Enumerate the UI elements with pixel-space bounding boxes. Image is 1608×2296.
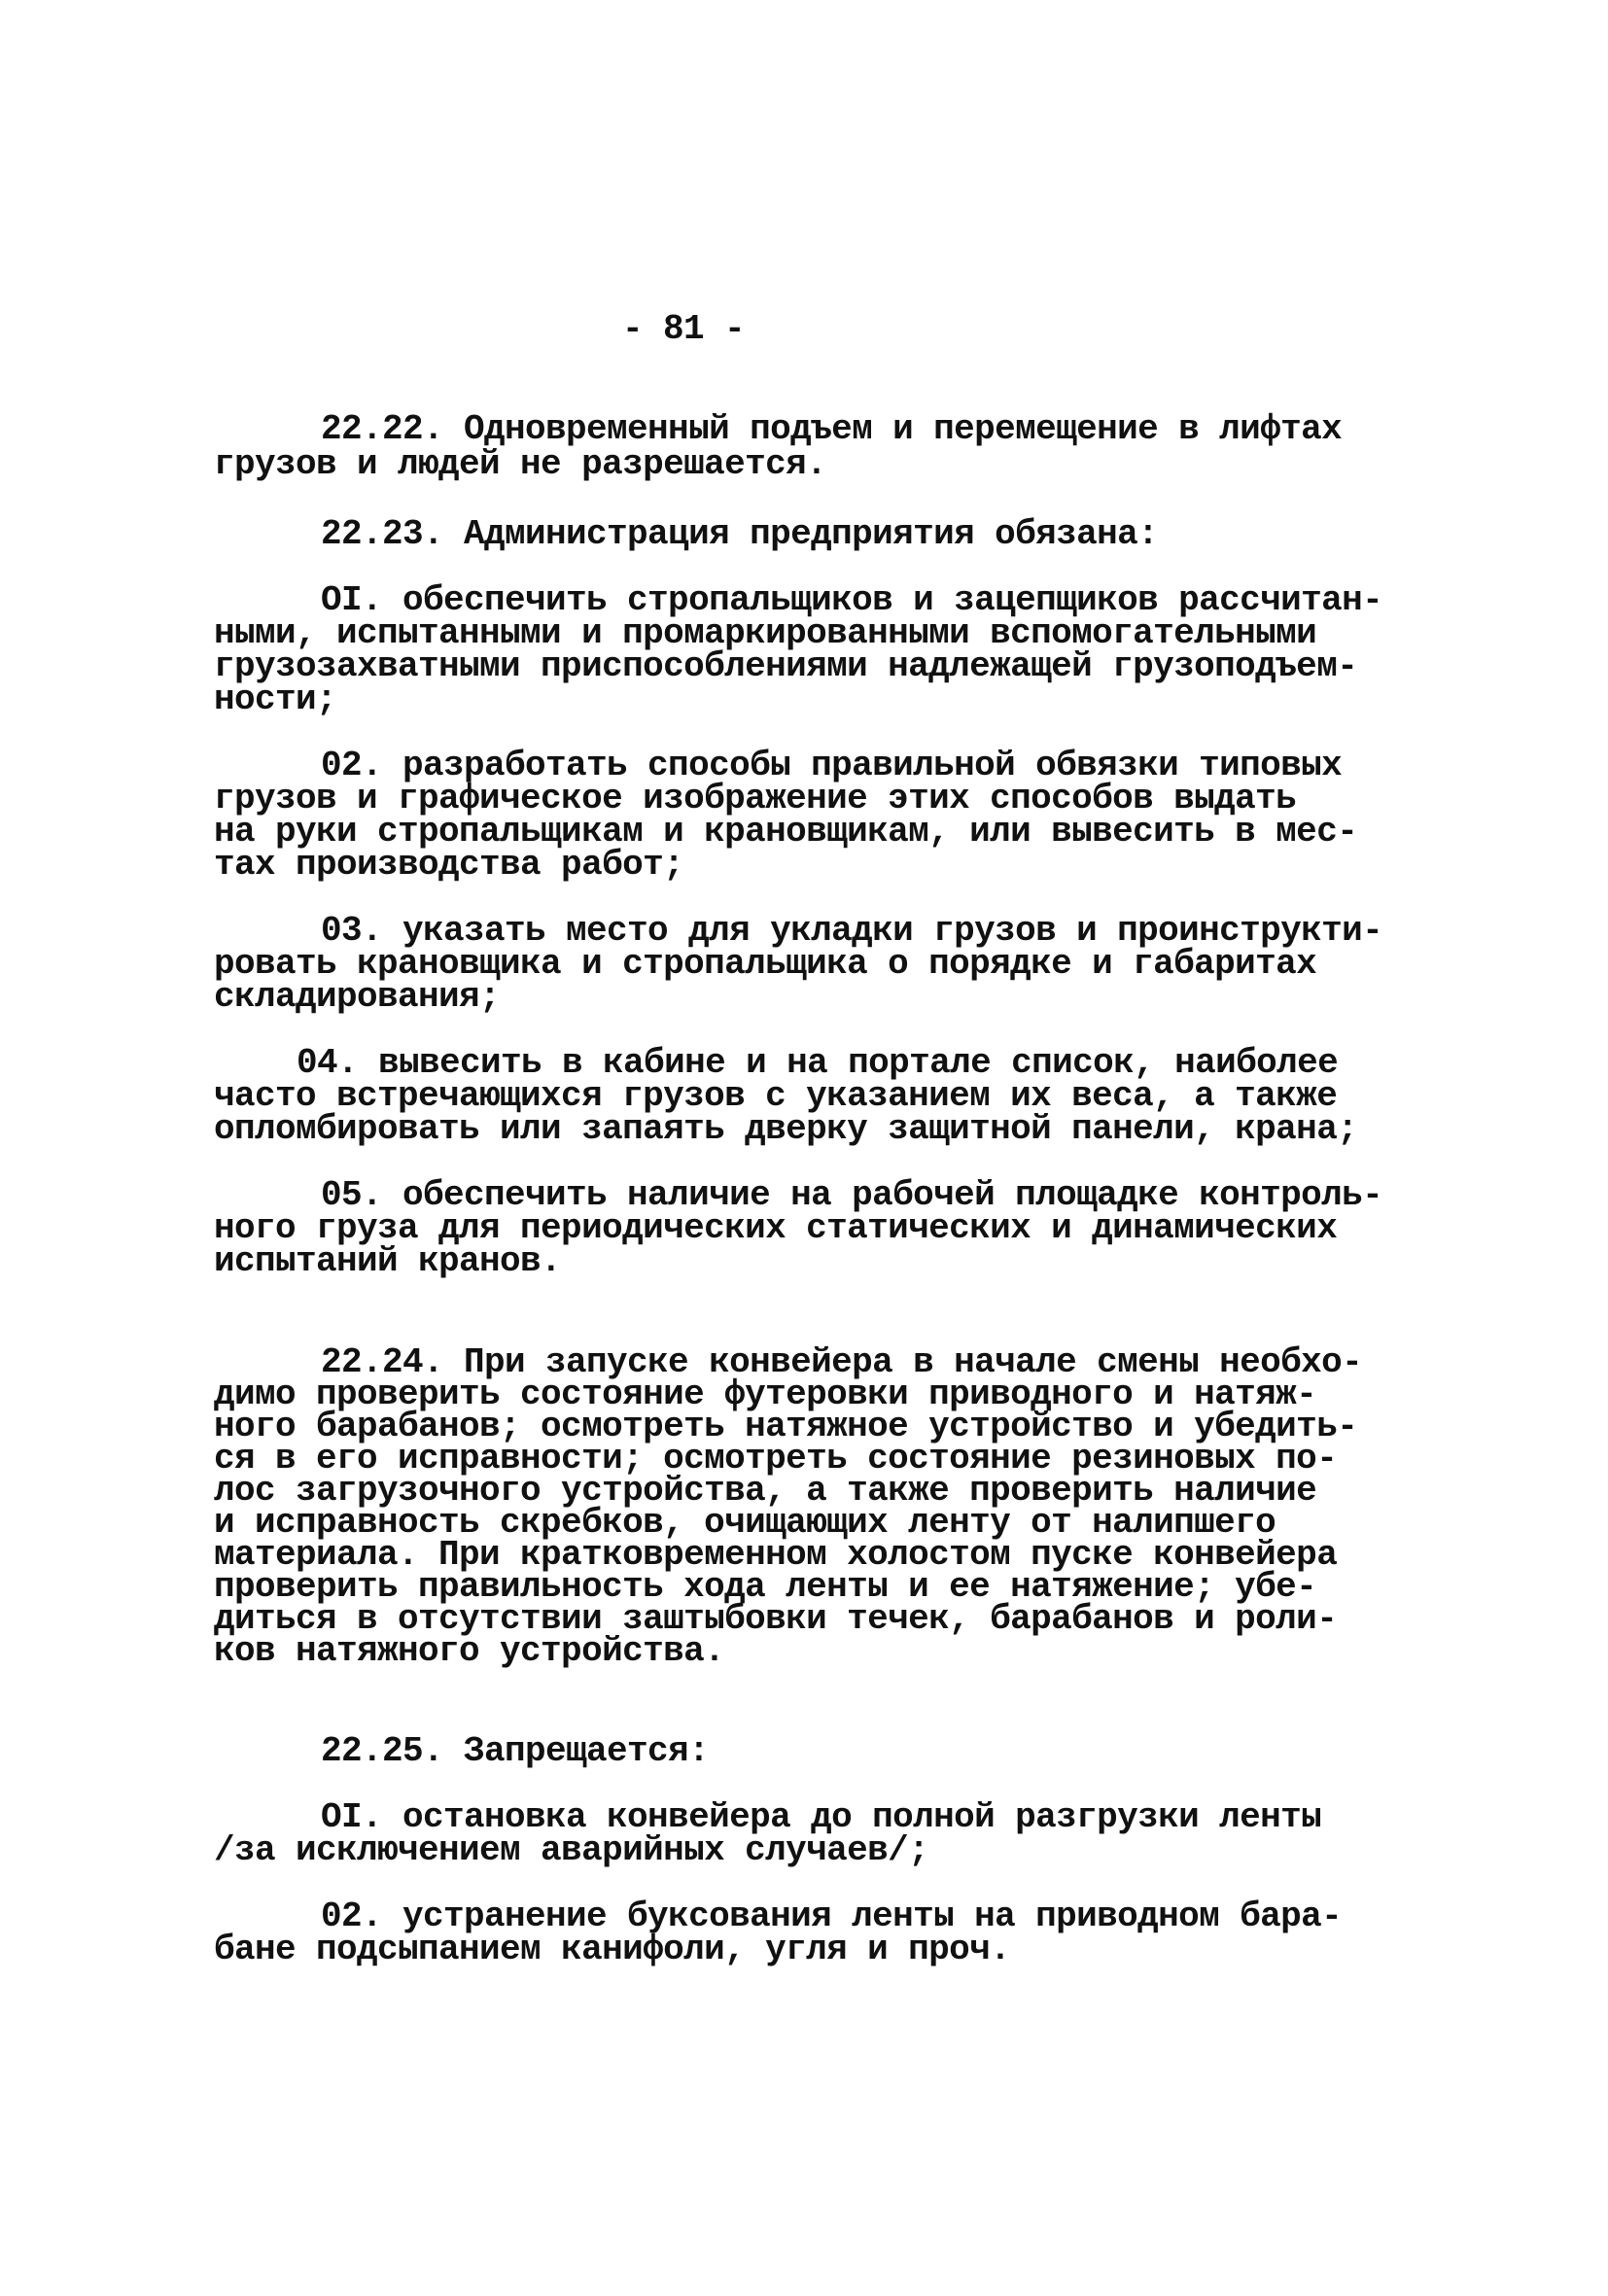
text-line: грузозахватными приспособлениями надлежащей грузоподъем- [214,646,1358,686]
text-line: ного груза для периодических статических и динамических [214,1208,1338,1248]
text-line: ровать крановщика и стропальщика о порядке и габаритах [214,944,1317,984]
text-line: проверить правильность хода ленты и ее натяжение; убе- [214,1567,1317,1607]
text-line: димо проверить состояние футеровки приводного и натяж- [214,1374,1317,1414]
text-line: и исправность скребков, очищающих ленту от налипшего [214,1503,1276,1543]
text-line: тах производства работ; [214,845,684,885]
text-line: 02. разработать способы правильной обвязки типовых [321,746,1343,785]
text-line: 22.24. При запуске конвейера в начале смены необхо- [321,1342,1363,1382]
text-line: ными, испытанными и промаркированными вспомогательными [214,613,1317,653]
text-line: опломбировать или запаять дверку защитной панели, крана; [214,1109,1358,1149]
text-line: грузов и людей не разрешается. [214,444,827,484]
text-line: 22.22. Одновременный подъем и перемещение в лифтах [321,409,1343,449]
text-line: ности; [214,679,337,719]
text-line: /за исключением аварийных случаев/; [214,1830,929,1870]
text-line: грузов и графическое изображение этих способов выдать [214,779,1297,818]
text-line: 03. указать место для укладки грузов и проинструкти- [321,911,1383,951]
text-line: часто встречающихся грузов с указанием их веса, а также [214,1076,1338,1116]
text-line: материала. При кратковременном холостом пуске конвейера [214,1535,1338,1575]
text-line: OI. обеспечить стропальщиков и зацепщиков рассчитан- [321,580,1383,620]
text-line: складирования; [214,977,501,1017]
text-line: ков натяжного устройства. [214,1631,725,1671]
text-line: испытаний кранов. [214,1241,562,1281]
text-line: OI. остановка конвейера до полной разгрузки ленты [321,1797,1322,1837]
page-number: - 81 - [622,309,746,349]
text-line: 22.23. Администрация предприятия обязана: [321,514,1159,554]
text-line: 04. вывесить в кабине и на портале список, наиболее [297,1043,1339,1083]
text-line: ся в его исправности; осмотреть состояние резиновых по- [214,1439,1338,1478]
text-line: на руки стропальщикам и крановщикам, или вывесить в мес- [214,812,1358,852]
text-line: 05. обеспечить наличие на рабочей площадке контроль- [321,1175,1383,1215]
text-line: диться в отсутствии заштыбовки течек, барабанов и роли- [214,1599,1338,1639]
text-line: ного барабанов; осмотреть натяжное устройство и убедить- [214,1407,1358,1446]
text-line: бане подсыпанием канифоли, угля и проч. [214,1930,1011,1969]
text-line: лос загрузочного устройства, а также проверить наличие [214,1471,1317,1511]
text-line: 02. устранение буксования ленты на приводном бара- [321,1896,1343,1936]
text-line: 22.25. Запрещается: [321,1731,710,1771]
